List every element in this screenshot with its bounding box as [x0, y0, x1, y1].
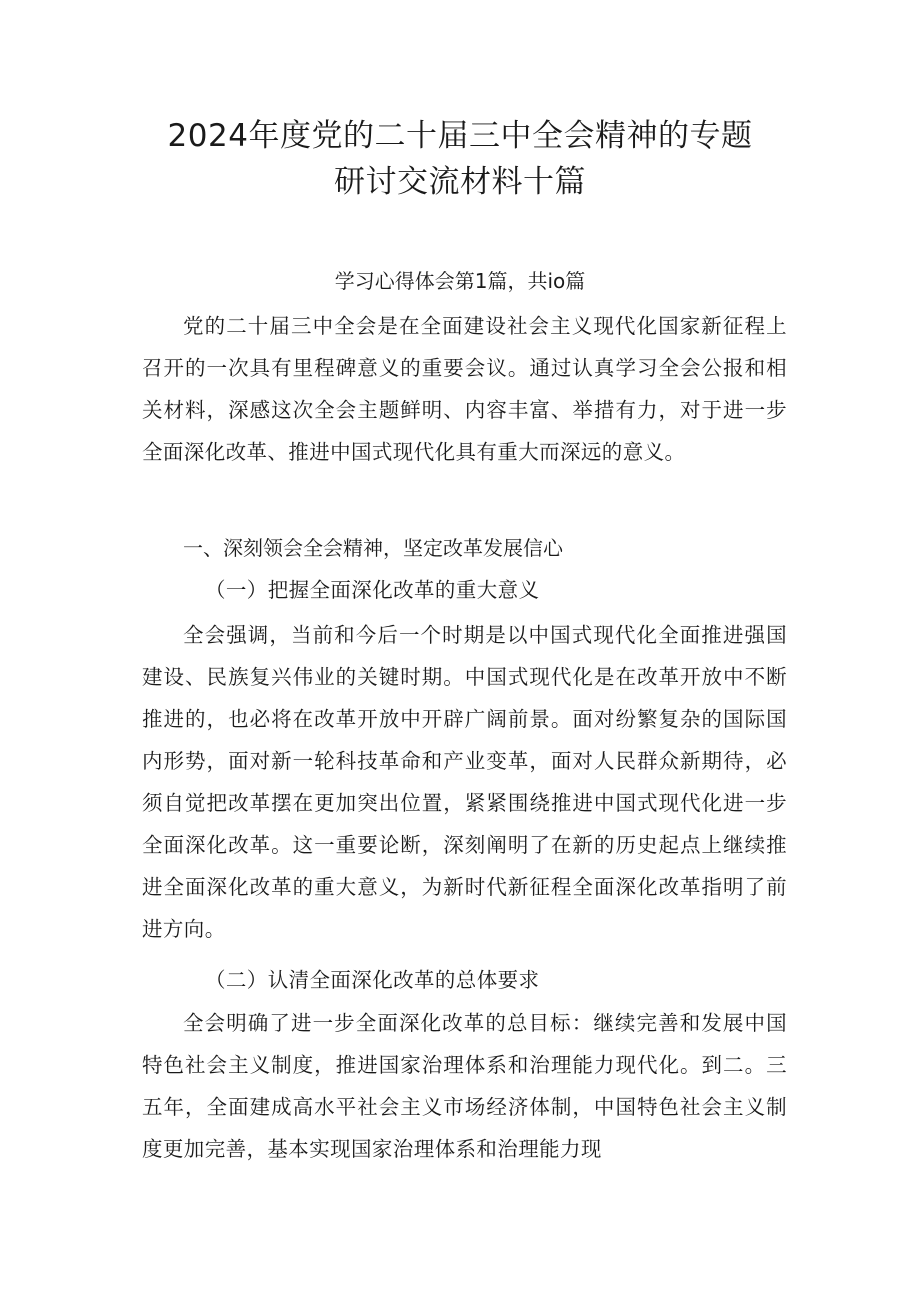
article-subtitle: 学习心得体会第1篇，共io篇	[334, 269, 586, 293]
body-paragraph-2: 全会明确了进一步全面深化改革的总目标：继续完善和发展中国特色社会主义制度，推进国家治理体系和治理能力现代化。到二。三五年，全面建成高水平社会主义市场经济体制，中国特色社会主义制度更加完善，基本实现国家治理体系和治理能力现	[142, 1011, 787, 1161]
section-heading-1: 一、深刻领会全会精神，坚定改革发展信心	[183, 536, 563, 560]
body-paragraph-1: 全会强调，当前和今后一个时期是以中国式现代化全面推进强国建设、民族复兴伟业的关键时期。中国式现代化是在改革开放中不断推进的，也必将在改革开放中开辟广阔前景。面对纷繁复杂的国际国内形势，面对新一轮科技革命和产业变革，面对人民群众新期待，必须自觉把改革摆在更加突出位置，紧紧围绕推进中国式现代化进一步全面深化改革。这一重要论断，深刻阐明了在新的历史起点上继续推进全面深化改革的重大意义，为新时代新征程全面深化改革指明了前进方向。	[142, 623, 787, 941]
subsection-heading-2: （二）认清全面深化改革的总体要求	[205, 968, 540, 992]
subsection-heading-1: （一）把握全面深化改革的重大意义	[205, 578, 540, 602]
intro-paragraph: 党的二十届三中全会是在全面建设社会主义现代化国家新征程上召开的一次具有里程碑意义的重要会议。通过认真学习全会公报和相关材料，深感这次全会主题鲜明、内容丰富、举措有力，对于进一步全面深化改革、推进中国式现代化具有重大而深远的意义。	[142, 314, 787, 464]
document-title-line-2: 研讨交流材料十篇	[334, 164, 586, 200]
document-title-line-1: 2024年度党的二十届三中全会精神的专题	[167, 118, 753, 154]
